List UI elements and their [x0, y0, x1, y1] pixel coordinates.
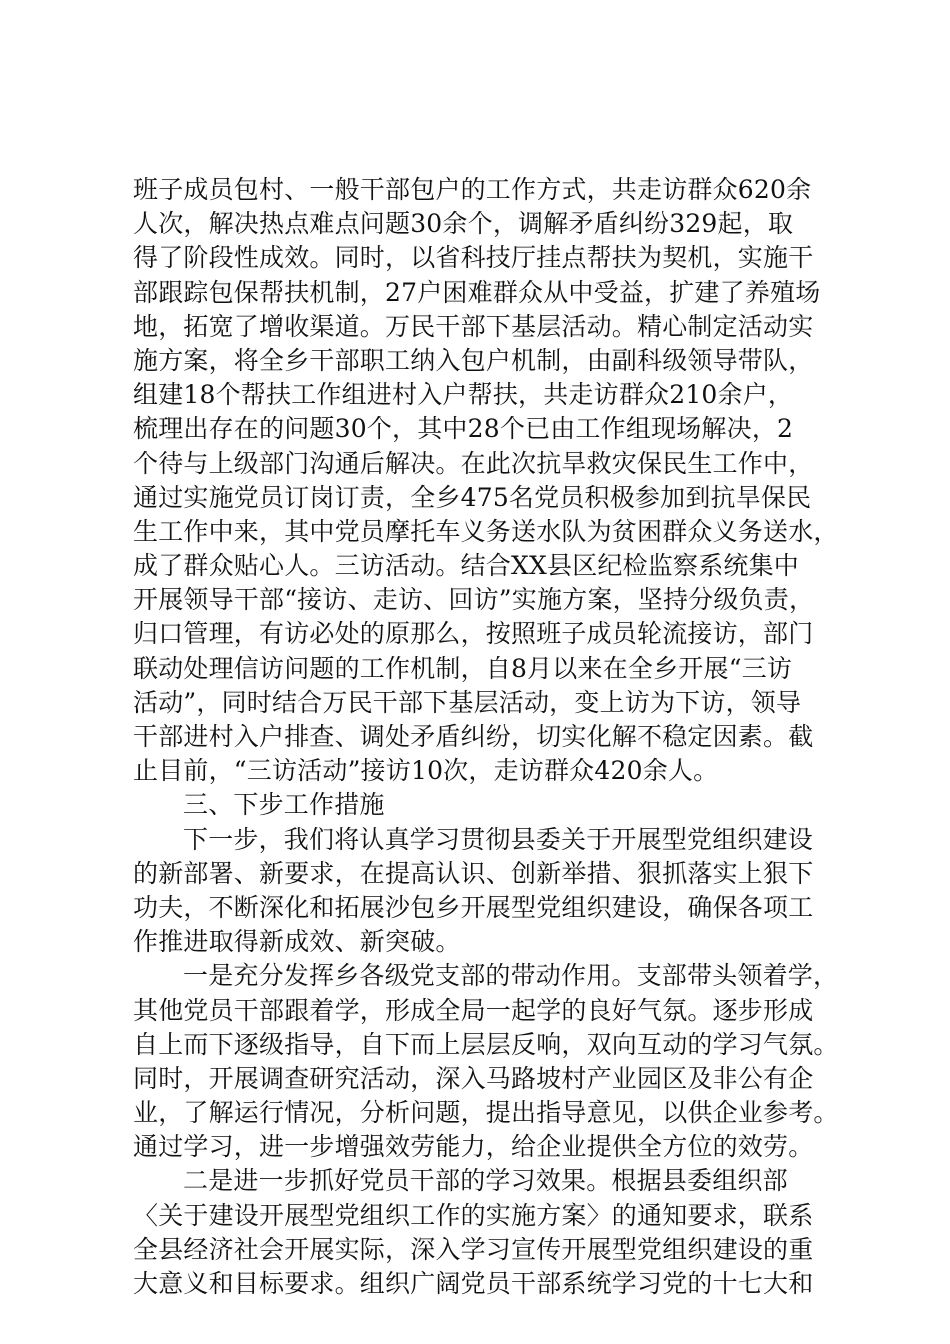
text-line: 活动”，同时结合万民干部下基层活动，变上访为下访，领导 [133, 687, 802, 717]
document-body [133, 173, 853, 1301]
text-line: 的新部署、新要求，在提高认识、创新举措、狠抓落实上狠下 [133, 858, 814, 888]
text-line: 全县经济社会开展实际，深入学习宣传开展型党组织建设的重 [133, 1234, 814, 1264]
text-line: 梳理出存在的问题30个，其中28个已由工作组现场解决，2 [133, 414, 794, 444]
text-line: 施方案，将全乡干部职工纳入包户机制，由副科级领导带队， [133, 345, 814, 375]
text-line: 止目前，“三访活动”接访10次，走访群众420余人。 [133, 756, 719, 786]
text-line: 业，了解运行情况，分析问题，提出指导意见，以供企业参考。 [133, 1098, 839, 1128]
text-line: 归口管理，有访必处的原那么，按照班子成员轮流接访，部门 [133, 619, 814, 649]
text-line: 同时，开展调查研究活动，深入马路坡村产业园区及非公有企 [133, 1063, 814, 1093]
text-line: 作推进取得新成效、新突破。 [133, 927, 461, 957]
text-line: 组建18个帮扶工作组进村入户帮扶，共走访群众210余户， [133, 380, 794, 410]
text-line: 其他党员干部跟着学，形成全局一起学的良好气氛。逐步形成 [133, 995, 814, 1025]
text-line: 通过实施党员订岗订责，全乡475名党员积极参加到抗旱保民 [133, 482, 812, 512]
text-line: 大意义和目标要求。组织广阔党员干部系统学习党的十七大和 [133, 1269, 814, 1298]
text-line: 通过学习，进一步增强效劳能力，给企业提供全方位的效劳。 [133, 1132, 814, 1162]
text-line: 生工作中来，其中党员摩托车义务送水队为贫困群众义务送水， [133, 516, 839, 546]
paragraph-start: 二是进一步抓好党员干部的学习效果。根据县委组织部 [183, 1166, 788, 1196]
text-line: 联动处理信访问题的工作机制，自8月以来在全乡开展“三访 [133, 653, 793, 683]
text-line: 部跟踪包保帮扶机制，27户困难群众从中受益，扩建了养殖场 [133, 277, 821, 307]
text-line: 功夫，不断深化和拓展沙包乡开展型党组织建设，确保各项工 [133, 892, 814, 922]
text-line: 成了群众贴心人。三访活动。结合XX县区纪检监察系统集中 [133, 551, 799, 581]
text-line: 开展领导干部“接访、走访、回访”实施方案，坚持分级负责， [133, 585, 815, 615]
paragraph-start: 一是充分发挥乡各级党支部的带动作用。支部带头领着学， [183, 961, 839, 991]
text-line: 得了阶段性成效。同时，以省科技厅挂点帮扶为契机，实施干 [133, 243, 814, 273]
text-line: 干部进村入户排查、调处矛盾纠纷，切实化解不稳定因素。截 [133, 722, 814, 751]
text-line: 地，拓宽了增收渠道。万民干部下基层活动。精心制定活动实 [133, 311, 814, 341]
text-line: 人次，解决热点难点问题30余个，调解矛盾纠纷329起，取 [133, 209, 794, 239]
text-line: 个待与上级部门沟通后解决。在此次抗旱救灾保民生工作中， [133, 448, 814, 478]
text-line: 〈关于建设开展型党组织工作的实施方案〉的通知要求，联系 [133, 1200, 814, 1230]
text-line: 自上而下逐级指导，自下而上层层反响，双向互动的学习气氛。 [133, 1029, 839, 1059]
text-line: 班子成员包村、一般干部包户的工作方式，共走访群众620余 [133, 175, 812, 204]
paragraph-start: 下一步，我们将认真学习贯彻县委关于开展型党组织建设 [183, 824, 814, 854]
section-heading: 三、下步工作措施 [183, 790, 385, 820]
